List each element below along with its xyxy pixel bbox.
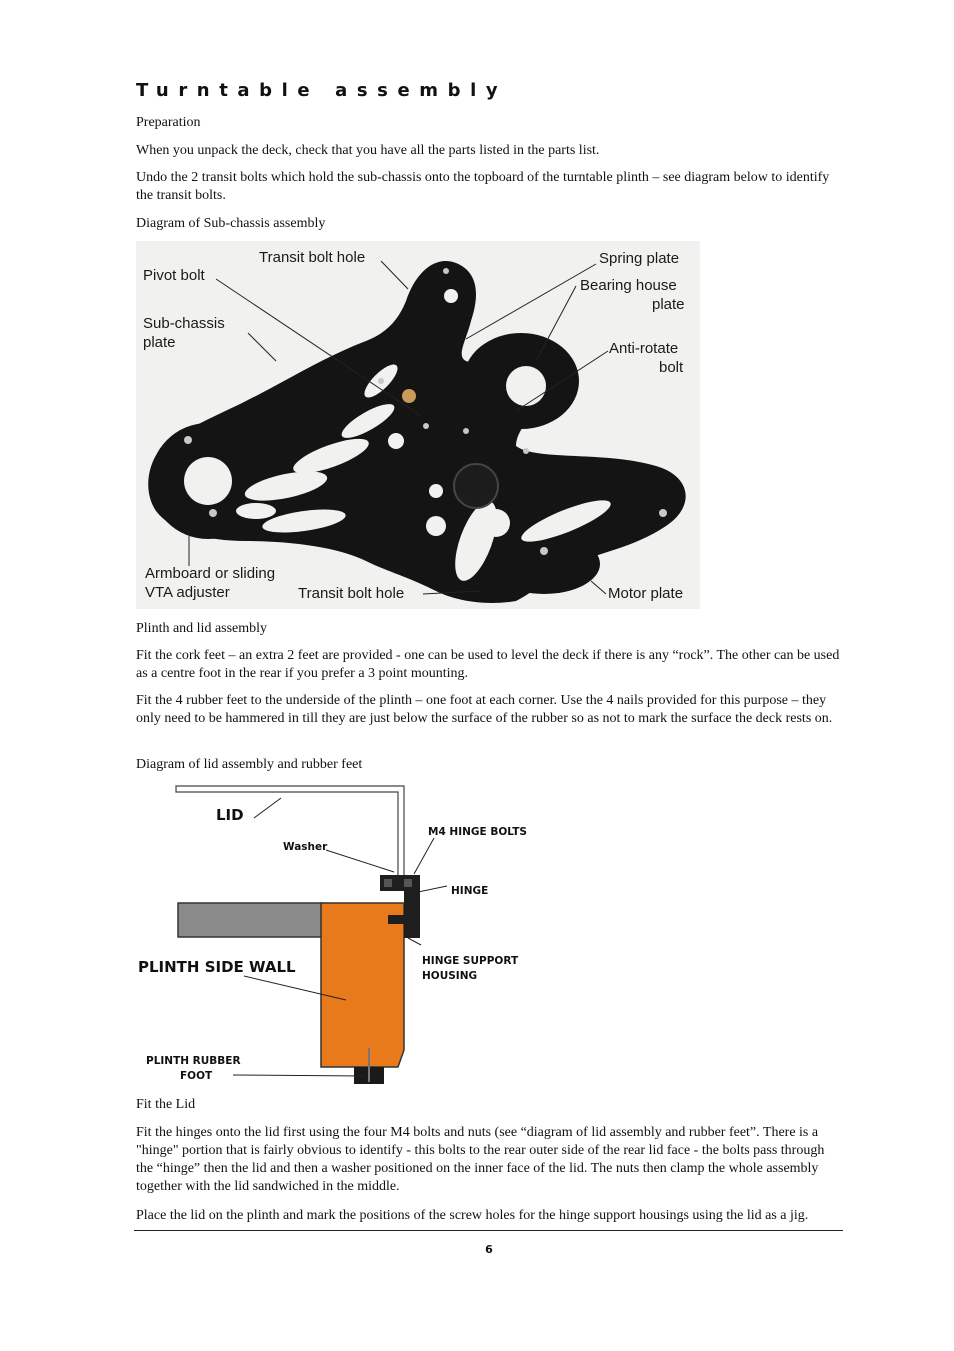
label-sub-chassis-plate-line2: plate bbox=[143, 334, 176, 351]
label-sub-chassis-plate-line1: Sub-chassis bbox=[143, 315, 225, 332]
lid-diagram-caption: Diagram of lid assembly and rubber feet bbox=[136, 757, 363, 772]
label-anti-rotate-line1: Anti-rotate bbox=[609, 340, 679, 357]
fit-lid-heading: Fit the Lid bbox=[136, 1097, 196, 1112]
lid-assembly-drawing bbox=[136, 780, 556, 1090]
lid-assembly-diagram bbox=[136, 780, 556, 1090]
label-bearing-house-line2: plate bbox=[652, 296, 685, 313]
label-plinth-side-wall: PLINTH SIDE WALL bbox=[138, 958, 296, 976]
label-motor-plate: Motor plate bbox=[608, 585, 684, 602]
label-lid: LID bbox=[216, 806, 244, 824]
label-anti-rotate-line2: bolt bbox=[659, 359, 684, 376]
preparation-paragraph-1: When you unpack the deck, check that you have all the parts listed in the parts list. bbox=[136, 143, 600, 158]
preparation-paragraph-2: Undo the 2 transit bolts which hold the sub-chassis onto the topboard of the turntable plinth – see diagram below to identify the transit bolts. bbox=[136, 170, 830, 203]
section-title: Turntable assembly bbox=[136, 80, 508, 101]
plinth-paragraph-2: Fit the 4 rubber feet to the underside of the plinth – one foot at each corner. Use the 4 nails provided for this purpose – they only need to be hammered in till they are just below the surface of the rubber so as not to mark the surface the deck rests on. bbox=[136, 693, 833, 726]
fit-lid-paragraph-1: Fit the hinges onto the lid first using the four M4 bolts and nuts (see “diagram of lid assembly and rubber feet”. There is a "hinge" portion that is fairly obvious to identify - this bolts to the rear outer side of the rear lid face - the bolts pass through the “hinge” then the lid and then a washer positioned on the inner face of the lid. The nuts then clamp the whole assembly together with the lid sandwiched in the middle. bbox=[136, 1125, 825, 1194]
label-hinge-support-line2: HOUSING bbox=[422, 970, 478, 982]
footer-divider bbox=[134, 1230, 843, 1231]
plinth-heading: Plinth and lid assembly bbox=[136, 621, 268, 636]
label-pivot-bolt: Pivot bolt bbox=[143, 267, 205, 284]
plinth-paragraph-1: Fit the cork feet – an extra 2 feet are provided - one can be used to level the deck if there is any “rock”. The other can be used as a centre foot in the rear if you prefer a 3 point mounting. bbox=[136, 648, 840, 681]
label-rubber-foot-line2: FOOT bbox=[180, 1070, 213, 1082]
hinge-support-housing-shape bbox=[404, 890, 420, 938]
label-spring-plate: Spring plate bbox=[599, 250, 680, 267]
subchassis-caption: Diagram of Sub-chassis assembly bbox=[136, 216, 326, 231]
lid-shape bbox=[176, 786, 404, 882]
label-hinge: HINGE bbox=[451, 885, 489, 897]
label-armboard-line2: VTA adjuster bbox=[145, 584, 230, 601]
label-washer: Washer bbox=[283, 841, 328, 853]
label-transit-bolt-hole-top: Transit bolt hole bbox=[259, 249, 366, 266]
subchassis-photo bbox=[136, 241, 700, 609]
label-bearing-house-line1: Bearing house bbox=[580, 277, 677, 294]
label-rubber-foot-line1: PLINTH RUBBER bbox=[146, 1055, 241, 1067]
preparation-heading: Preparation bbox=[136, 115, 201, 130]
label-m4-hinge-bolts: M4 HINGE BOLTS bbox=[428, 826, 527, 838]
plinth-side-wall-shape bbox=[321, 903, 404, 1067]
label-armboard-line1: Armboard or sliding bbox=[145, 565, 276, 582]
subchassis-illustration bbox=[136, 241, 700, 609]
plinth-top-board bbox=[178, 903, 323, 937]
label-hinge-support-line1: HINGE SUPPORT bbox=[422, 955, 519, 967]
page-number: 6 bbox=[485, 1243, 493, 1256]
fit-lid-paragraph-2: Place the lid on the plinth and mark the positions of the screw holes for the hinge support housings using the lid as a jig. bbox=[136, 1208, 809, 1223]
label-transit-bolt-hole-bottom: Transit bolt hole bbox=[298, 585, 405, 602]
